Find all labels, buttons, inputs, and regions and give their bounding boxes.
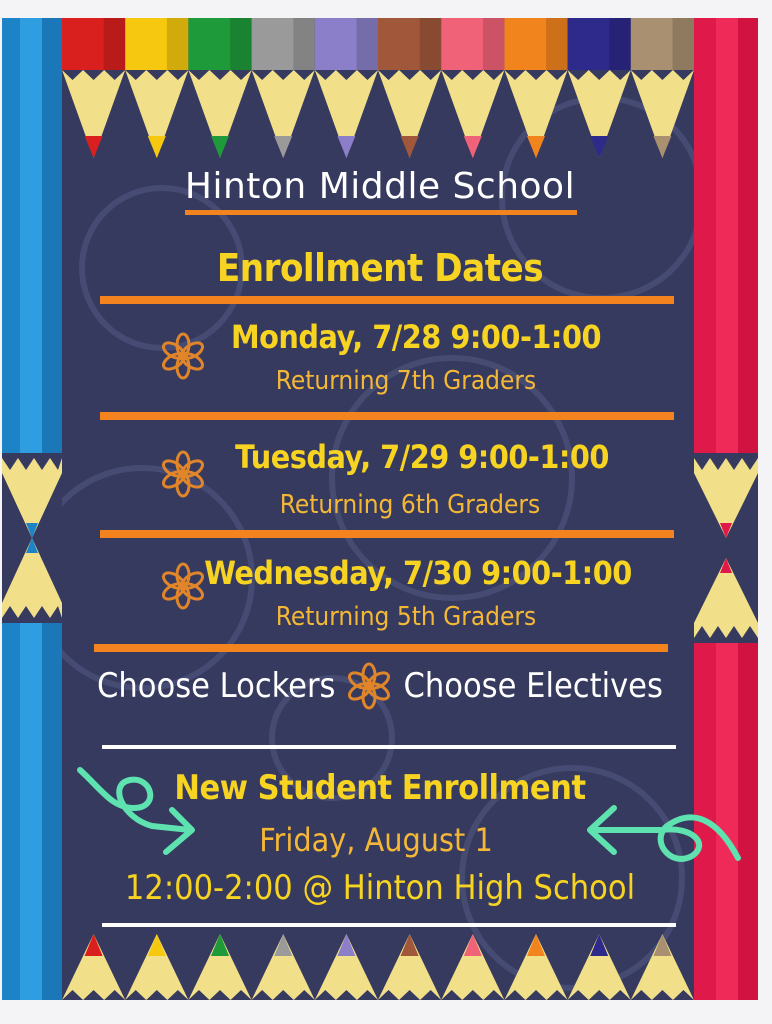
new-student-time-place: 12:00-2:00 @ Hinton High School	[124, 868, 636, 908]
new-student-bottom-rule	[102, 923, 676, 927]
session-divider	[100, 530, 674, 538]
pencil-lead	[274, 934, 292, 956]
session-divider	[100, 412, 674, 420]
session-date: Tuesday, 7/29 9:00-1:00	[235, 438, 609, 476]
new-student-top-rule	[102, 745, 676, 749]
pencil-lead	[653, 136, 671, 158]
session-group: Returning 6th Graders	[279, 490, 541, 520]
pencil-lead	[590, 136, 608, 158]
pencil-lead	[211, 136, 229, 158]
pencil-shade	[357, 18, 378, 70]
pencil-shade	[673, 18, 694, 70]
session-group: Returning 7th Graders	[275, 366, 537, 396]
pencil-lead	[148, 934, 166, 956]
pencil-lead	[527, 136, 545, 158]
session-group: Returning 5th Graders	[275, 602, 537, 632]
session-divider	[94, 644, 668, 652]
pencil-shade	[230, 18, 251, 70]
pencil-lead	[211, 934, 229, 956]
top-pencil-row	[62, 18, 694, 158]
pencil-lead	[148, 136, 166, 158]
pencil-shade	[609, 18, 630, 70]
pencil-lead	[85, 934, 103, 956]
pencil-lead	[590, 934, 608, 956]
session-date: Monday, 7/28 9:00-1:00	[230, 318, 601, 356]
enrollment-flyer	[2, 18, 758, 1000]
pencil-lead	[274, 136, 292, 158]
enrollment-heading: Enrollment Dates	[216, 246, 544, 290]
choose-lockers: Choose Lockers	[97, 666, 336, 706]
title-underline	[185, 210, 577, 215]
pencil-lead	[337, 136, 355, 158]
heading-divider	[100, 296, 674, 304]
session-date: Wednesday, 7/30 9:00-1:00	[204, 554, 632, 592]
pencil-shade	[104, 18, 125, 70]
bottom-pencil-row	[62, 934, 694, 1000]
pencil-lead	[464, 136, 482, 158]
flower-icon	[341, 658, 397, 714]
pencil-lead	[401, 934, 419, 956]
pencil-shade	[420, 18, 441, 70]
school-name: Hinton Middle School	[184, 166, 576, 207]
pencil-shade	[546, 18, 567, 70]
pencil-lead	[527, 934, 545, 956]
pencil-shade	[293, 18, 314, 70]
choose-row	[2, 658, 758, 714]
pencil-lead	[401, 136, 419, 158]
pencil-shade	[483, 18, 504, 70]
pencil-shade	[167, 18, 188, 70]
pencil-lead	[337, 934, 355, 956]
pencil-lead	[85, 136, 103, 158]
new-student-date: Friday, August 1	[259, 821, 493, 859]
new-student-heading: New Student Enrollment	[174, 768, 586, 808]
choose-electives: Choose Electives	[403, 666, 663, 706]
